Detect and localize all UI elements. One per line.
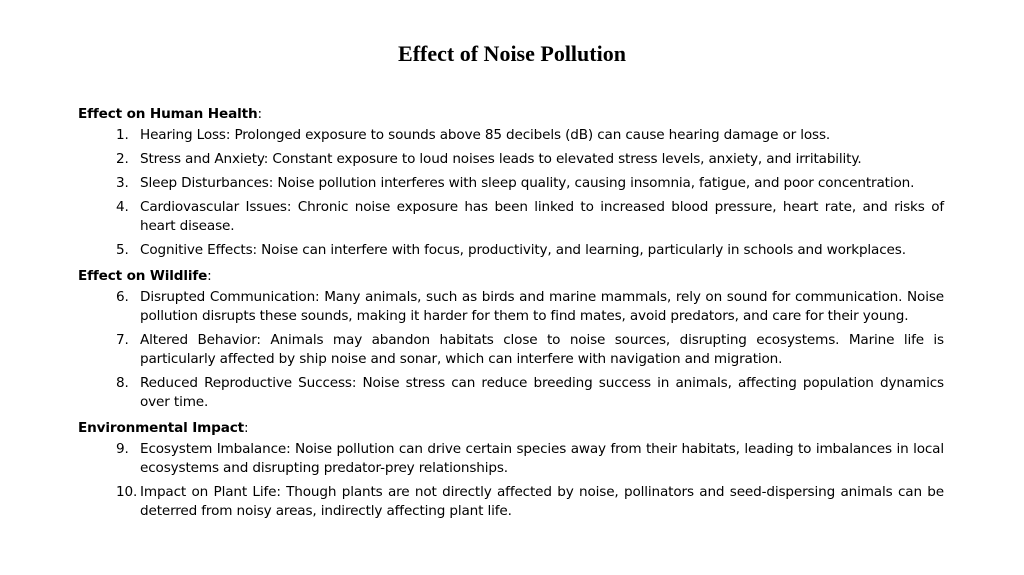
section-wildlife	[78, 266, 944, 412]
list-item	[78, 174, 944, 193]
section-heading-label: Effect on Wildlife	[78, 268, 208, 284]
section-heading-label: Effect on Human Health	[78, 106, 258, 122]
list-item-text: Sleep Disturbances: Noise pollution interferes with sleep quality, causing insomnia, fatigue, and poor concentration.	[140, 175, 915, 191]
list-item	[78, 374, 944, 412]
list-item-number: 7.	[116, 332, 129, 348]
list-item-number: 4.	[116, 199, 129, 215]
list-item	[78, 198, 944, 236]
list-item-text: Ecosystem Imbalance: Noise pollution can drive certain species away from their habitats, leading to imbalances in local ecosystems and disrupting predator-prey relationships.	[140, 441, 944, 476]
list-item-number: 10.	[116, 484, 138, 500]
section-heading	[78, 266, 944, 286]
list-item-number: 9.	[116, 441, 129, 457]
list-item-number: 8.	[116, 375, 129, 391]
list-item	[78, 288, 944, 326]
list-item-text: Altered Behavior: Animals may abandon habitats close to noise sources, disrupting ecosystems. Marine life is particularly affected by ship noise and sonar, which can interfere with navigation and migration.	[140, 332, 944, 367]
section-heading-label: Environmental Impact	[78, 420, 245, 436]
list-item-number: 2.	[116, 151, 129, 167]
slide-content	[78, 104, 944, 527]
section-heading	[78, 418, 944, 438]
list-item	[78, 241, 944, 260]
section-heading-colon: :	[244, 420, 249, 436]
section-heading-colon: :	[257, 106, 262, 122]
numbered-list	[78, 440, 944, 521]
list-item-text: Disrupted Communication: Many animals, such as birds and marine mammals, rely on sound for communication. Noise pollution disrupts these sounds, making it harder for them to find mates, avoid predators, and care for their young.	[140, 289, 944, 324]
list-item-text: Stress and Anxiety: Constant exposure to loud noises leads to elevated stress levels, anxiety, and irritability.	[140, 151, 862, 167]
list-item-text: Cardiovascular Issues: Chronic noise exposure has been linked to increased blood pressure, heart rate, and risks of heart disease.	[140, 199, 944, 234]
section-heading-colon: :	[207, 268, 212, 284]
numbered-list	[78, 288, 944, 412]
list-item	[78, 483, 944, 521]
list-item-number: 3.	[116, 175, 129, 191]
section-heading	[78, 104, 944, 124]
list-item	[78, 331, 944, 369]
slide-title: Effect of Noise Pollution	[398, 41, 626, 66]
numbered-list	[78, 126, 944, 260]
section-human-health	[78, 104, 944, 260]
list-item	[78, 126, 944, 145]
list-item-text: Reduced Reproductive Success: Noise stress can reduce breeding success in animals, affecting population dynamics over time.	[140, 375, 944, 410]
list-item	[78, 150, 944, 169]
list-item-number: 1.	[116, 127, 129, 143]
list-item-number: 5.	[116, 242, 129, 258]
list-item-number: 6.	[116, 289, 129, 305]
section-environmental-impact	[78, 418, 944, 521]
list-item-text: Cognitive Effects: Noise can interfere with focus, productivity, and learning, particularly in schools and workplaces.	[140, 242, 906, 258]
list-item	[78, 440, 944, 478]
list-item-text: Impact on Plant Life: Though plants are not directly affected by noise, pollinators and seed-dispersing animals can be deterred from noisy areas, indirectly affecting plant life.	[140, 484, 944, 519]
list-item-text: Hearing Loss: Prolonged exposure to sounds above 85 decibels (dB) can cause hearing damage or loss.	[140, 127, 831, 143]
